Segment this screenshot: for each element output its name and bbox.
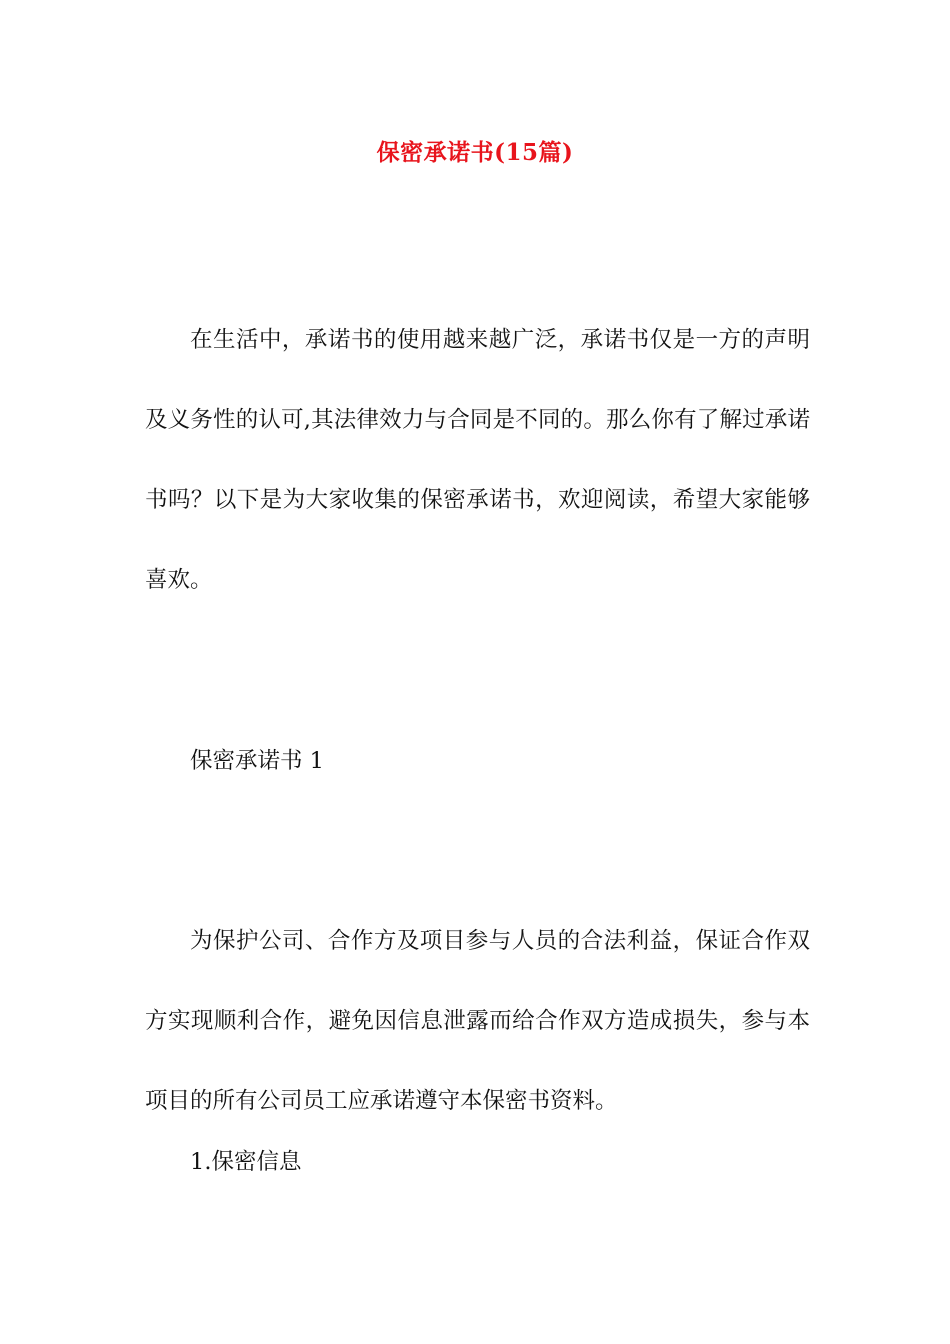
section-heading: 保密承诺书 1: [190, 748, 324, 774]
intro-paragraph: 在生活中，承诺书的使用越来越广泛，承诺书仅是一方的声明及义务性的认可,其法律效力与合同是不同的。那么你有了解过承诺书吗？以下是为大家收集的保密承诺书，欢迎阅读，希望大家能够喜欢。: [145, 327, 810, 593]
item-heading: 1.保密信息: [190, 1149, 302, 1175]
section-body-paragraph: 为保护公司、合作方及项目参与人员的合法利益，保证合作双方实现顺利合作，避免因信息泄露而给合作双方造成损失，参与本项目的所有公司员工应承诺遵守本保密书资料。: [145, 928, 810, 1114]
document-title: 保密承诺书(15篇): [376, 139, 574, 166]
